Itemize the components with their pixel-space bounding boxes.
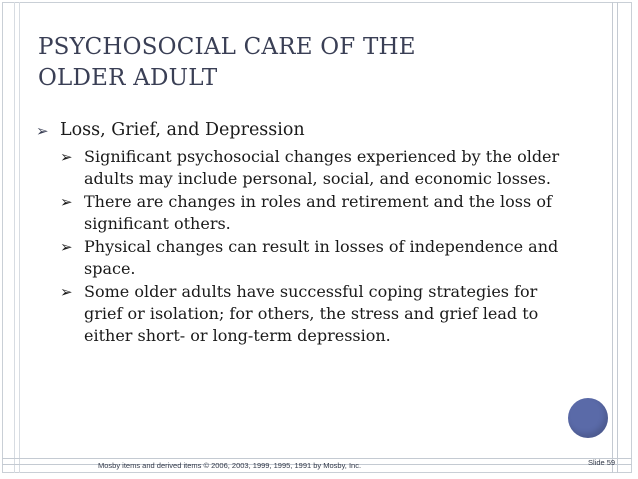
sub-bullet-item [36, 236, 576, 280]
right-accent-line [612, 2, 613, 473]
sub-bullet-item [36, 146, 576, 190]
left-accent-line-inner [19, 2, 20, 473]
bullet-icon: ➢ [60, 238, 73, 256]
right-accent-line-inner [617, 2, 618, 473]
main-bullet-item [36, 118, 576, 142]
slide-number: Slide 59 [588, 458, 616, 467]
copyright-footer: Mosby items and derived items © 2006, 2003, 1999, 1995, 1991 by Mosby, Inc. [98, 461, 362, 470]
decorative-circle [568, 398, 608, 438]
sub-bullet-text: There are changes in roles and retirement and the loss of significant others. [84, 192, 552, 233]
sub-bullet-text: Some older adults have successful coping strategies for grief or isolation; for others, the stress and grief lead to either short- or long-term depression. [84, 282, 539, 345]
bullet-icon: ➢ [60, 283, 73, 301]
bottom-accent-line [2, 458, 632, 459]
left-accent-line [14, 2, 15, 473]
bullet-icon: ➢ [36, 122, 49, 140]
sub-bullet-text: Significant psychosocial changes experienced by the older adults may include personal, social, and economic losses. [84, 147, 560, 188]
title-line-2: OLDER ADULT [38, 65, 218, 91]
title-line-1: PSYCHOSOCIAL CARE OF THE [38, 34, 416, 60]
slide-title [38, 32, 558, 94]
main-bullet-text: Loss, Grief, and Depression [60, 120, 305, 140]
sub-bullet-text: Physical changes can result in losses of independence and space. [84, 237, 559, 278]
slide-content [36, 118, 576, 348]
bullet-icon: ➢ [60, 148, 73, 166]
sub-bullet-item [36, 281, 576, 347]
sub-bullet-item [36, 191, 576, 235]
bullet-icon: ➢ [60, 193, 73, 211]
